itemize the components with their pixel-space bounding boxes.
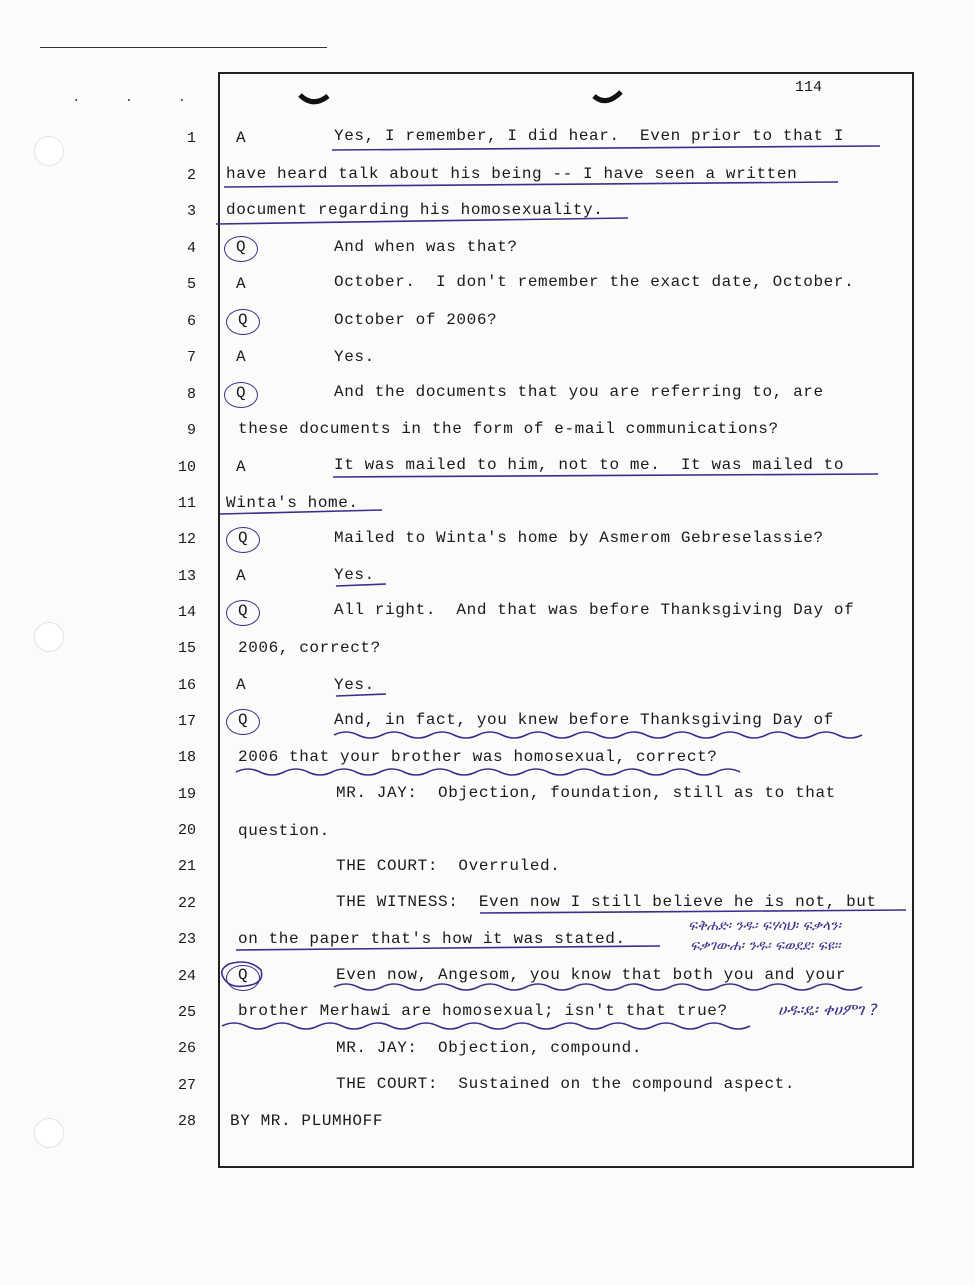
transcript-line: MR. JAY: Objection, compound. (336, 1039, 643, 1057)
handwritten-note: ፍቃገውሐ፡ ንዱ፡ ፍወደደ፡ ፍዩ፡፡ (690, 938, 841, 954)
line-number: 5 (186, 276, 196, 293)
transcript-line: It was mailed to him, not to me. It was mailed to (334, 456, 845, 474)
transcript-line: on the paper that's how it was stated. (238, 930, 626, 948)
page-number: 114 (795, 79, 823, 96)
transcript-line: October of 2006? (334, 311, 498, 329)
transcript-line: 2006, correct? (238, 639, 381, 657)
transcript-line: these documents in the form of e-mail communications? (238, 420, 779, 438)
wavy-underline-line18 (236, 769, 740, 775)
speaker-label: A (236, 129, 247, 147)
line-number: 27 (177, 1077, 196, 1094)
line-number: 24 (177, 968, 196, 985)
transcript-line: October. I don't remember the exact date, October. (334, 273, 855, 291)
speaker-label: Q (236, 384, 247, 402)
transcript-line: have heard talk about his being -- I have seen a written (226, 165, 798, 183)
transcript-line: Even now, Angesom, you know that both you and your (336, 966, 847, 984)
line-number: 18 (177, 749, 196, 766)
transcript-line: And when was that? (334, 238, 518, 256)
transcript-line: Mailed to Winta's home by Asmerom Gebreselassie? (334, 529, 824, 547)
line-number: 23 (177, 931, 196, 948)
binder-mark-right (594, 92, 621, 101)
stray-marks: · · · (72, 93, 205, 109)
line-number: 10 (177, 459, 196, 476)
underline-line1 (332, 146, 880, 150)
speaker-label: Q (238, 529, 249, 547)
transcript-line: Yes. (334, 676, 375, 694)
line-number: 17 (177, 713, 196, 730)
transcript-line: document regarding his homosexuality. (226, 201, 604, 219)
speaker-label: A (236, 275, 247, 293)
line-number: 12 (177, 531, 196, 548)
speaker-label: Q (236, 238, 247, 256)
line-number: 4 (186, 240, 196, 257)
line-number: 11 (177, 495, 196, 512)
speaker-label: Q (238, 966, 249, 984)
line-number: 16 (177, 677, 196, 694)
line-number: 9 (186, 422, 196, 439)
transcript-line: All right. And that was before Thanksgiving Day of (334, 601, 855, 619)
underline-line10 (333, 474, 878, 477)
line-number: 7 (186, 349, 196, 366)
line-number: 20 (177, 822, 196, 839)
underline-line13 (336, 584, 386, 586)
line-number: 14 (177, 604, 196, 621)
transcript-line: Yes, I remember, I did hear. Even prior to that I (334, 127, 845, 145)
transcript-line: brother Merhawi are homosexual; isn't that true? (238, 1002, 728, 1020)
transcript-line: And the documents that you are referring to, are (334, 383, 824, 401)
transcript-line: BY MR. PLUMHOFF (230, 1112, 384, 1130)
speaker-label: A (236, 676, 247, 694)
line-number: 6 (186, 313, 196, 330)
handwritten-note: ፍቅሐድ፡ ንዱ፡ ፍሃሳህ፡ ፍቃላን፡ (688, 918, 841, 934)
line-number: 13 (177, 568, 196, 585)
transcript-line: Winta's home. (226, 494, 359, 512)
line-number: 2 (186, 167, 196, 184)
transcript-line: Yes. (334, 566, 375, 584)
line-number: 28 (177, 1113, 196, 1130)
transcript-line: THE COURT: Sustained on the compound aspect. (336, 1075, 796, 1093)
transcript-line: 2006 that your brother was homosexual, correct? (238, 748, 718, 766)
underline-line16 (336, 694, 386, 696)
wavy-underline-line25 (222, 1023, 750, 1029)
line-number: 3 (186, 203, 196, 220)
speaker-label: A (236, 348, 247, 366)
wavy-underline-line17 (334, 732, 862, 738)
line-number: 15 (177, 640, 196, 657)
transcript-line: MR. JAY: Objection, foundation, still as to that (336, 784, 836, 802)
transcript-line: THE WITNESS: Even now I still believe he is not, but (336, 893, 877, 911)
transcript-line: Yes. (334, 348, 375, 366)
transcript-line: THE COURT: Overruled. (336, 857, 561, 875)
line-number: 25 (177, 1004, 196, 1021)
line-number: 21 (177, 858, 196, 875)
line-number: 22 (177, 895, 196, 912)
speaker-label: Q (238, 311, 249, 329)
line-number: 19 (177, 786, 196, 803)
transcript-line: question. (238, 822, 330, 840)
line-number: 1 (186, 130, 196, 147)
speaker-label: Q (238, 602, 249, 620)
binder-mark-left (300, 95, 328, 102)
line-number: 26 (177, 1040, 196, 1057)
wavy-underline-line24 (334, 984, 862, 990)
transcript-line: And, in fact, you knew before Thanksgiving Day of (334, 711, 834, 729)
line-number: 8 (186, 386, 196, 403)
speaker-label: A (236, 567, 247, 585)
speaker-label: Q (238, 711, 249, 729)
speaker-label: A (236, 458, 247, 476)
handwritten-note: ሀዱ፡ዴ፡ ቀሀምገ ? (778, 1000, 878, 1019)
